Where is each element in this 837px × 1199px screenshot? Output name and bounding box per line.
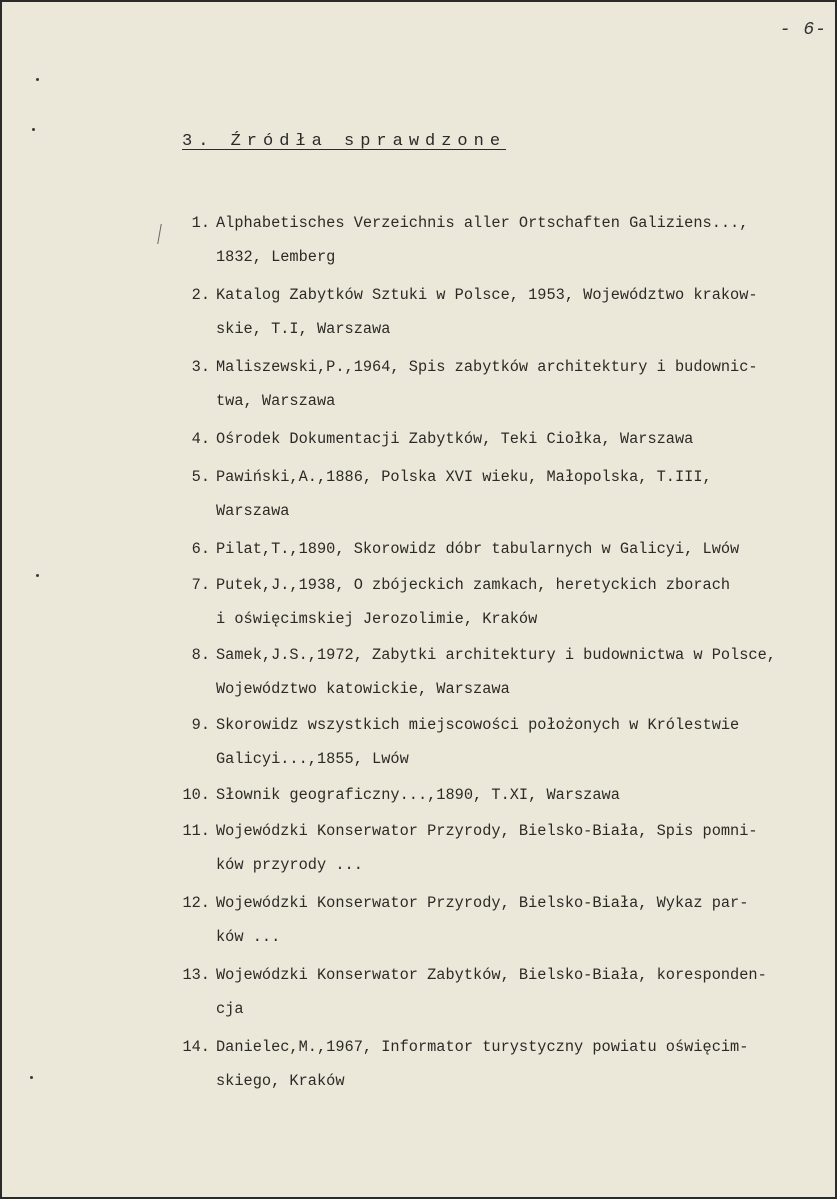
source-entry: [170, 568, 830, 636]
entry-text-line: Galicyi...,1855, Lwów: [216, 750, 409, 768]
entry-number: 2.: [191, 286, 210, 304]
entry-text-line: cja: [216, 1000, 244, 1018]
entry-text-line: Maliszewski,P.,1964, Spis zabytków architektury i budownic-: [216, 358, 758, 376]
entry-text-line: skie, T.I, Warszawa: [216, 320, 391, 338]
entry-text-line: Ośrodek Dokumentacji Zabytków, Teki Ciołka, Warszawa: [216, 430, 694, 448]
entry-number: 11.: [182, 822, 210, 840]
scan-speck: [36, 78, 39, 81]
source-entry: [170, 778, 830, 812]
entry-number: 5.: [191, 468, 210, 486]
entry-number: 13.: [182, 966, 210, 984]
source-entry: [170, 206, 830, 274]
entry-text-line: Słownik geograficzny...,1890, T.XI, Warszawa: [216, 786, 620, 804]
entry-text-line: Alphabetisches Verzeichnis aller Ortschaften Galiziens...,: [216, 214, 749, 232]
entry-number: 10.: [182, 786, 210, 804]
entry-text-line: 1832, Lemberg: [216, 248, 336, 266]
entry-text-line: i oświęcimskiej Jerozolimie, Kraków: [216, 610, 538, 628]
entry-text-line: Warszawa: [216, 502, 290, 520]
entry-text-line: ków przyrody ...: [216, 856, 363, 874]
source-entry: [170, 638, 830, 706]
entry-text-line: Wojewódzki Konserwator Przyrody, Bielsko-Biała, Wykaz par-: [216, 894, 749, 912]
page-number: - 6-: [779, 20, 827, 40]
entry-number: 7.: [191, 576, 210, 594]
source-entry: [170, 460, 830, 528]
source-entry: [170, 422, 830, 456]
entry-number: 8.: [191, 646, 210, 664]
entry-text-line: Województwo katowickie, Warszawa: [216, 680, 510, 698]
entry-text-line: Katalog Zabytków Sztuki w Polsce, 1953, Województwo krakow-: [216, 286, 758, 304]
source-entry: [170, 708, 830, 776]
source-entry: [170, 350, 830, 418]
entry-text-line: Pilat,T.,1890, Skorowidz dóbr tabularnych w Galicyi, Lwów: [216, 540, 740, 558]
entry-text-line: skiego, Kraków: [216, 1072, 345, 1090]
scan-speck: [36, 574, 39, 577]
margin-mark: [157, 224, 168, 244]
source-entry: [170, 814, 830, 882]
entry-text-line: Wojewódzki Konserwator Przyrody, Bielsko-Biała, Spis pomni-: [216, 822, 758, 840]
entry-text-line: Skorowidz wszystkich miejscowości położonych w Królestwie: [216, 716, 740, 734]
source-entry: [170, 958, 830, 1026]
entry-number: 4.: [191, 430, 210, 448]
entry-text-line: Putek,J.,1938, O zbójeckich zamkach, heretyckich zborach: [216, 576, 731, 594]
entry-text-line: Danielec,M.,1967, Informator turystyczny powiatu oświęcim-: [216, 1038, 749, 1056]
entry-text-line: twa, Warszawa: [216, 392, 336, 410]
entry-number: 12.: [182, 894, 210, 912]
source-entry: [170, 278, 830, 346]
sources-list: [170, 206, 830, 1098]
source-entry: [170, 532, 830, 566]
scan-speck: [30, 1076, 33, 1079]
source-entry: [170, 1030, 830, 1098]
source-entry: [170, 886, 830, 954]
entry-text-line: Pawiński,A.,1886, Polska XVI wieku, Małopolska, T.III,: [216, 468, 712, 486]
section-heading: 3. Źródła sprawdzone: [182, 132, 507, 151]
entry-number: 9.: [191, 716, 210, 734]
entry-text-line: Samek,J.S.,1972, Zabytki architektury i budownictwa w Polsce,: [216, 646, 776, 664]
entry-number: 3.: [191, 358, 210, 376]
entry-number: 6.: [191, 540, 210, 558]
entry-text-line: ków ...: [216, 928, 281, 946]
scan-speck: [32, 128, 35, 131]
entry-number: 14.: [182, 1038, 210, 1056]
entry-text-line: Wojewódzki Konserwator Zabytków, Bielsko-Biała, koresponden-: [216, 966, 767, 984]
entry-number: 1.: [191, 214, 210, 232]
